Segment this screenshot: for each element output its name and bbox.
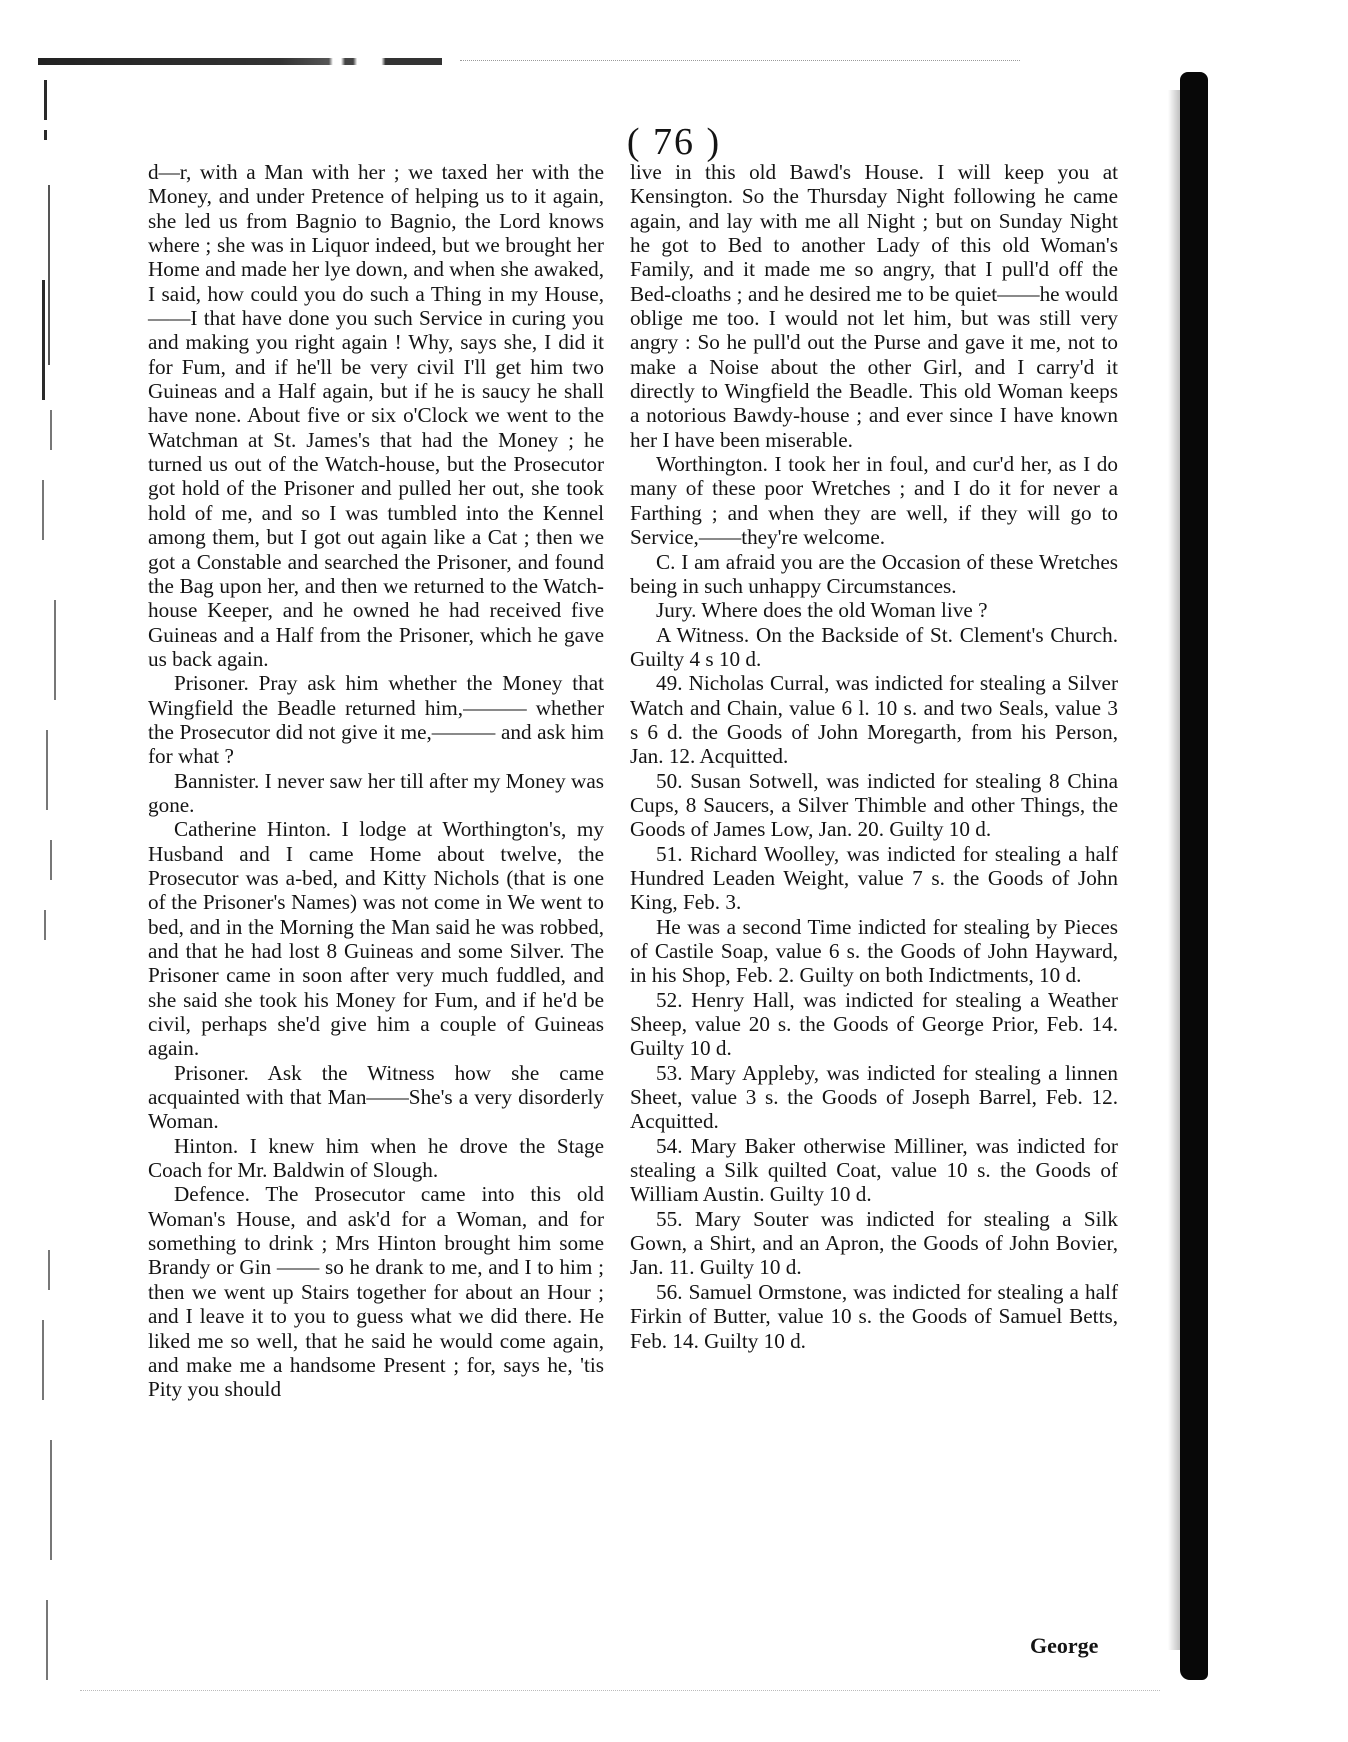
- left-margin-marks: [28, 80, 74, 1720]
- paragraph: Hinton. I knew him when he drove the Stage Coach for Mr. Baldwin of Slough.: [148, 1133, 604, 1183]
- top-rule: [38, 58, 442, 65]
- page-number: ( 76 ): [626, 121, 722, 163]
- case-entry: 50. Susan Sotwell, was indicted for stealing 8 China Cups, 8 Saucers, a Silver Thimble and other Things, the Goods of James Low, Jan. 20. Guilty 10 d.: [630, 768, 1118, 842]
- paragraph: Bannister. I never saw her till after my Money was gone.: [148, 768, 604, 817]
- case-entry: 56. Samuel Ormstone, was indicted for stealing a half Firkin of Butter, value 10 s. the Goods of Samuel Betts, Feb. 14. Guilty 10 d.: [630, 1279, 1118, 1353]
- case-entry: 49. Nicholas Curral, was indicted for stealing a Silver Watch and Chain, value 6 l. 10 s. and two Seals, value 3 s 6 d. the Goods of John Moregarth, from his Person, Jan. 12. Acquitted.: [630, 671, 1118, 769]
- bottom-speckle: [80, 1690, 1160, 1693]
- paragraph: Defence. The Prosecutor came into this old Woman's House, and ask'd for a Woman, and for something to drink ; Mrs Hinton brought him some Brandy or Gin —— so he drank to me, and I to him ; then we went up Stairs together for about an Hour ; and I leave it to you to guess what we did there. He liked me so well, that he said he would come again, and make me a handsome Present ; for, says he, 'tis Pity you should: [148, 1182, 604, 1402]
- catchword: George: [1030, 1633, 1099, 1658]
- case-entry: 51. Richard Woolley, was indicted for stealing a half Hundred Leaden Weight, value 7 s. the Goods of John King, Feb. 3.: [630, 841, 1118, 915]
- case-entry: 54. Mary Baker otherwise Milliner, was indicted for stealing a Silk quilted Coat, value 10 s. the Goods of William Austin. Guilty 10 d.: [630, 1133, 1118, 1207]
- paragraph: A Witness. On the Backside of St. Clement's Church. Guilty 4 s 10 d.: [630, 622, 1118, 671]
- paragraph: Prisoner. Pray ask him whether the Money that Wingfield the Beadle returned him,——— whether the Prosecutor did not give it me,——— and ask him for what ?: [148, 671, 604, 769]
- paragraph: Jury. Where does the old Woman live ?: [656, 598, 988, 623]
- paragraph: d—r, with a Man with her ; we taxed her with the Money, and under Pretence of helping us to it again, she led us from Bagnio to Bagnio, the Lord knows where ; she was in Liquor indeed, but we brought her Home and made her lye down, and when she awaked, I said, how could you do such a Thing in my House,——I that have done you such Service in curing you and making you right again ! Why, says she, I did it for Fum, and if he'll be very civil I'll get him two Guineas and a Half again, but if he is saucy he shall have none. About five or six o'Clock we went to the Watchman at St. James's that had the Money ; he turned us out of the Watch-house, but the Prosecutor got hold of the Prisoner and pulled her out, she took hold of me, and so I was tumbled into the Kennel among them, but I got out again like a Cat ; then we got a Constable and searched the Prisoner, and found the Bag upon her, and then we returned to the Watch-house Keeper, and he owned he had received five Guineas and a Half from the Prisoner, which he gave us back again.: [148, 160, 604, 671]
- binding-edge: [1180, 72, 1208, 1680]
- paragraph: Worthington. I took her in foul, and cur'd her, as I do many of these poor Wretches ; and I do it for never a Farthing ; and when they are well, if they will go to Service,——they're welcome.: [630, 452, 1118, 550]
- right-column: [630, 160, 1118, 1353]
- case-entry: 55. Mary Souter was indicted for stealing a Silk Gown, a Shirt, and an Apron, the Goods of John Bovier, Jan. 11. Guilty 10 d.: [630, 1206, 1118, 1280]
- paragraph: Catherine Hinton. I lodge at Worthington's, my Husband and I came Home about twelve, the Prosecutor was a-bed, and Kitty Nichols (that is one of the Prisoner's Names) was not come in We went to bed, and in the Morning the Man said he was robbed, and that he had lost 8 Guineas and some Silver. The Prisoner came in soon after very much fuddled, and she said she took his Money for Fum, and if he'd be civil, perhaps she'd give him a couple of Guineas again.: [148, 817, 604, 1061]
- case-entry: 52. Henry Hall, was indicted for stealing a Weather Sheep, value 20 s. the Goods of George Prior, Feb. 14. Guilty 10 d.: [630, 987, 1118, 1061]
- left-column: [148, 160, 604, 1402]
- binding-shadow: [1168, 90, 1180, 1650]
- paragraph: C. I am afraid you are the Occasion of these Wretches being in such unhappy Circumstances.: [630, 549, 1118, 598]
- paragraph: Prisoner. Ask the Witness how she came acquainted with that Man——She's a very disorderly Woman.: [148, 1060, 604, 1134]
- paragraph: live in this old Bawd's House. I will keep you at Kensington. So the Thursday Night following he came again, and lay with me all Night ; but on Sunday Night he got to Bed to another Lady of this old Woman's Family, and it made me so angry, that I pull'd off the Bed-cloaths ; and he desired me to be quiet——he would oblige me too. I would not let him, but was still very angry : So he pull'd out the Purse and gave it me, not to make a Noise about the other Girl, and I carry'd it directly to Wingfield the Beadle. This old Woman keeps a notorious Bawdy-house ; and ever since I have known her I have been miserable.: [630, 160, 1118, 452]
- case-entry: He was a second Time indicted for stealing by Pieces of Castile Soap, value 6 s. the Goods of John Hayward, in his Shop, Feb. 2. Guilty on both Indictments, 10 d.: [630, 914, 1118, 988]
- case-entry: 53. Mary Appleby, was indicted for stealing a linnen Sheet, value 3 s. the Goods of Joseph Barrel, Feb. 12. Acquitted.: [630, 1060, 1118, 1134]
- top-dotted-line: [460, 60, 1020, 63]
